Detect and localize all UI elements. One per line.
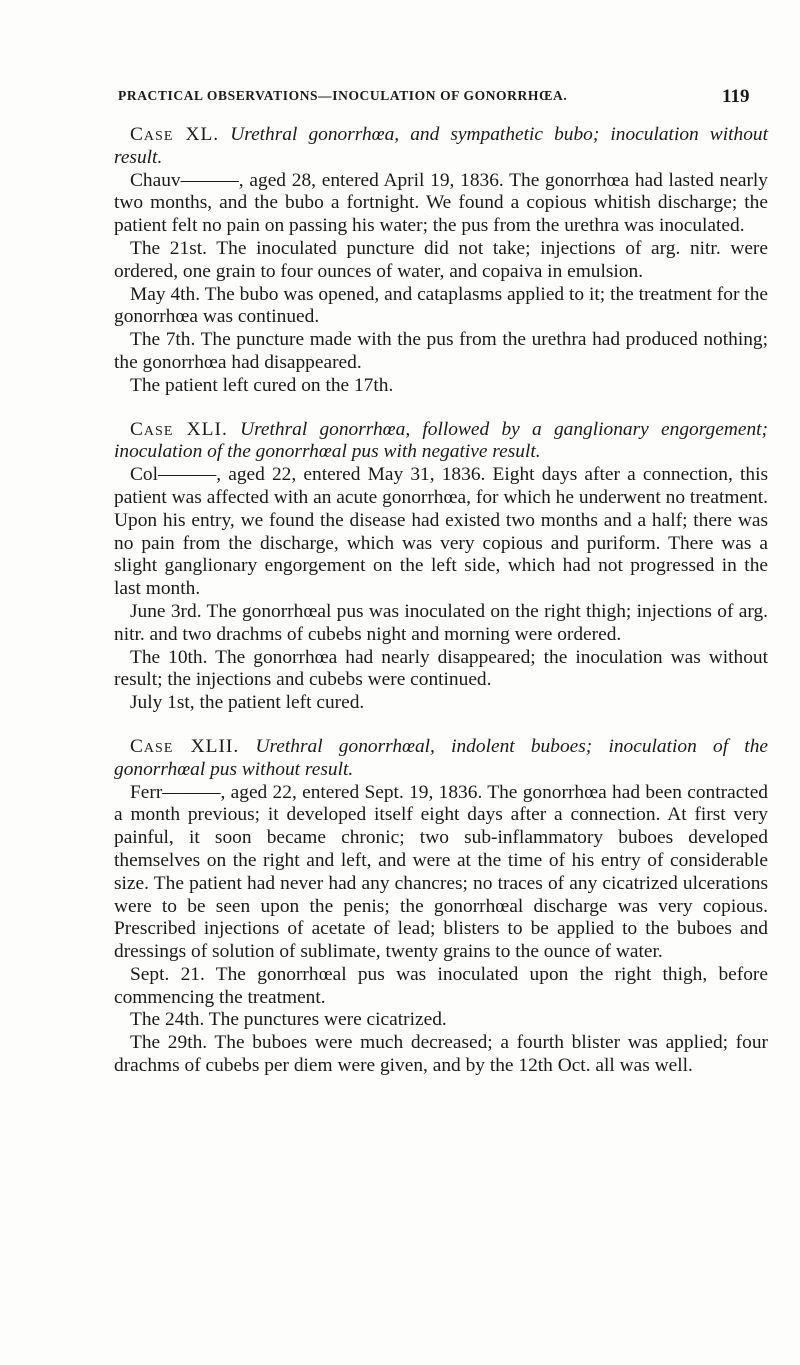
- case-label: Case XLI.: [130, 418, 228, 440]
- case-xl: [114, 124, 768, 398]
- case-paragraph: The 10th. The gonorrhœa had nearly disappeared; the inoculation was without result; the injections and cubebs were continued.: [114, 646, 768, 691]
- case-heading: [114, 736, 768, 782]
- case-paragraph: July 1st, the patient left cured.: [130, 692, 365, 714]
- case-title: Urethral gonorrhœa, followed by a ganglionary engorgement; inoculation of the gonorrhœal pus with negative result.: [114, 418, 768, 463]
- body-text: [114, 124, 768, 1078]
- case-paragraph: Ferr———, aged 22, entered Sept. 19, 1836. The gonorrhœa had been contracted a month previous; it developed itself eight days after a connection. At first very painful, it soon became chronic; two sub-inflammatory buboes developed themselves on the right and left, and were at the time of his entry of considerable size. The patient had never had any chancres; no traces of any cicatrized ulcerations were to be seen upon the penis; the gonorrhœal discharge was very copious. Prescribed injections of acetate of lead; blisters to be applied to the buboes and dressings of solution of sublimate, twenty grains to the ounce of water.: [114, 781, 768, 963]
- case-paragraph: Col———, aged 22, entered May 31, 1836. Eight days after a connection, this patient was affected with an acute gonorrhœa, for which he underwent no treatment. Upon his entry, we found the disease had existed two months and a half; there was no pain from the discharge, which was very copious and puriform. There was a slight ganglionary engorgement on the left side, which had not progressed in the last month.: [114, 464, 768, 600]
- case-xli: [114, 419, 768, 715]
- case-paragraph: The 29th. The buboes were much decreased; a fourth blister was applied; four drachms of cubebs per diem were given, and by the 12th Oct. all was well.: [114, 1032, 768, 1077]
- case-title: Urethral gonorrhœa, and sympathetic bubo; inoculation without result.: [114, 124, 768, 168]
- case-paragraph: May 4th. The bubo was opened, and cataplasms applied to it; the treatment for the gonorrhœa was continued.: [114, 283, 768, 328]
- case-heading: [114, 419, 768, 465]
- case-paragraph: The 21st. The inoculated puncture did not take; injections of arg. nitr. were ordered, one grain to four ounces of water, and copaiva in emulsion.: [114, 237, 768, 282]
- case-heading: [114, 124, 768, 170]
- case-paragraph: Chauv———, aged 28, entered April 19, 1836. The gonorrhœa had lasted nearly two months, and the bubo a fortnight. We found a copious whitish discharge; the patient felt no pain on passing his water; the pus from the urethra was inoculated.: [114, 169, 768, 237]
- case-title: Urethral gonorrhœal, indolent buboes; inoculation of the gonorrhœal pus without result.: [114, 735, 768, 780]
- case-paragraph: The 24th. The punctures were cicatrized.: [130, 1009, 447, 1031]
- case-label: Case XLII.: [130, 735, 240, 757]
- case-paragraph: The 7th. The puncture made with the pus from the urethra had produced nothing; the gonorrhœa had disappeared.: [114, 329, 768, 373]
- running-head-title: PRACTICAL OBSERVATIONS—INOCULATION OF GONORRHŒA.: [118, 88, 568, 103]
- running-head: [118, 86, 758, 107]
- case-paragraph: June 3rd. The gonorrhœal pus was inoculated on the right thigh; injections of arg. nitr. and two drachms of cubebs night and morning were ordered.: [114, 600, 768, 645]
- case-label: Case XL.: [130, 124, 220, 145]
- page-number: 119: [722, 86, 750, 107]
- case-paragraph: The patient left cured on the 17th.: [130, 374, 394, 396]
- case-paragraph: Sept. 21. The gonorrhœal pus was inoculated upon the right thigh, before commencing the treatment.: [114, 963, 768, 1008]
- case-xlii: [114, 736, 768, 1078]
